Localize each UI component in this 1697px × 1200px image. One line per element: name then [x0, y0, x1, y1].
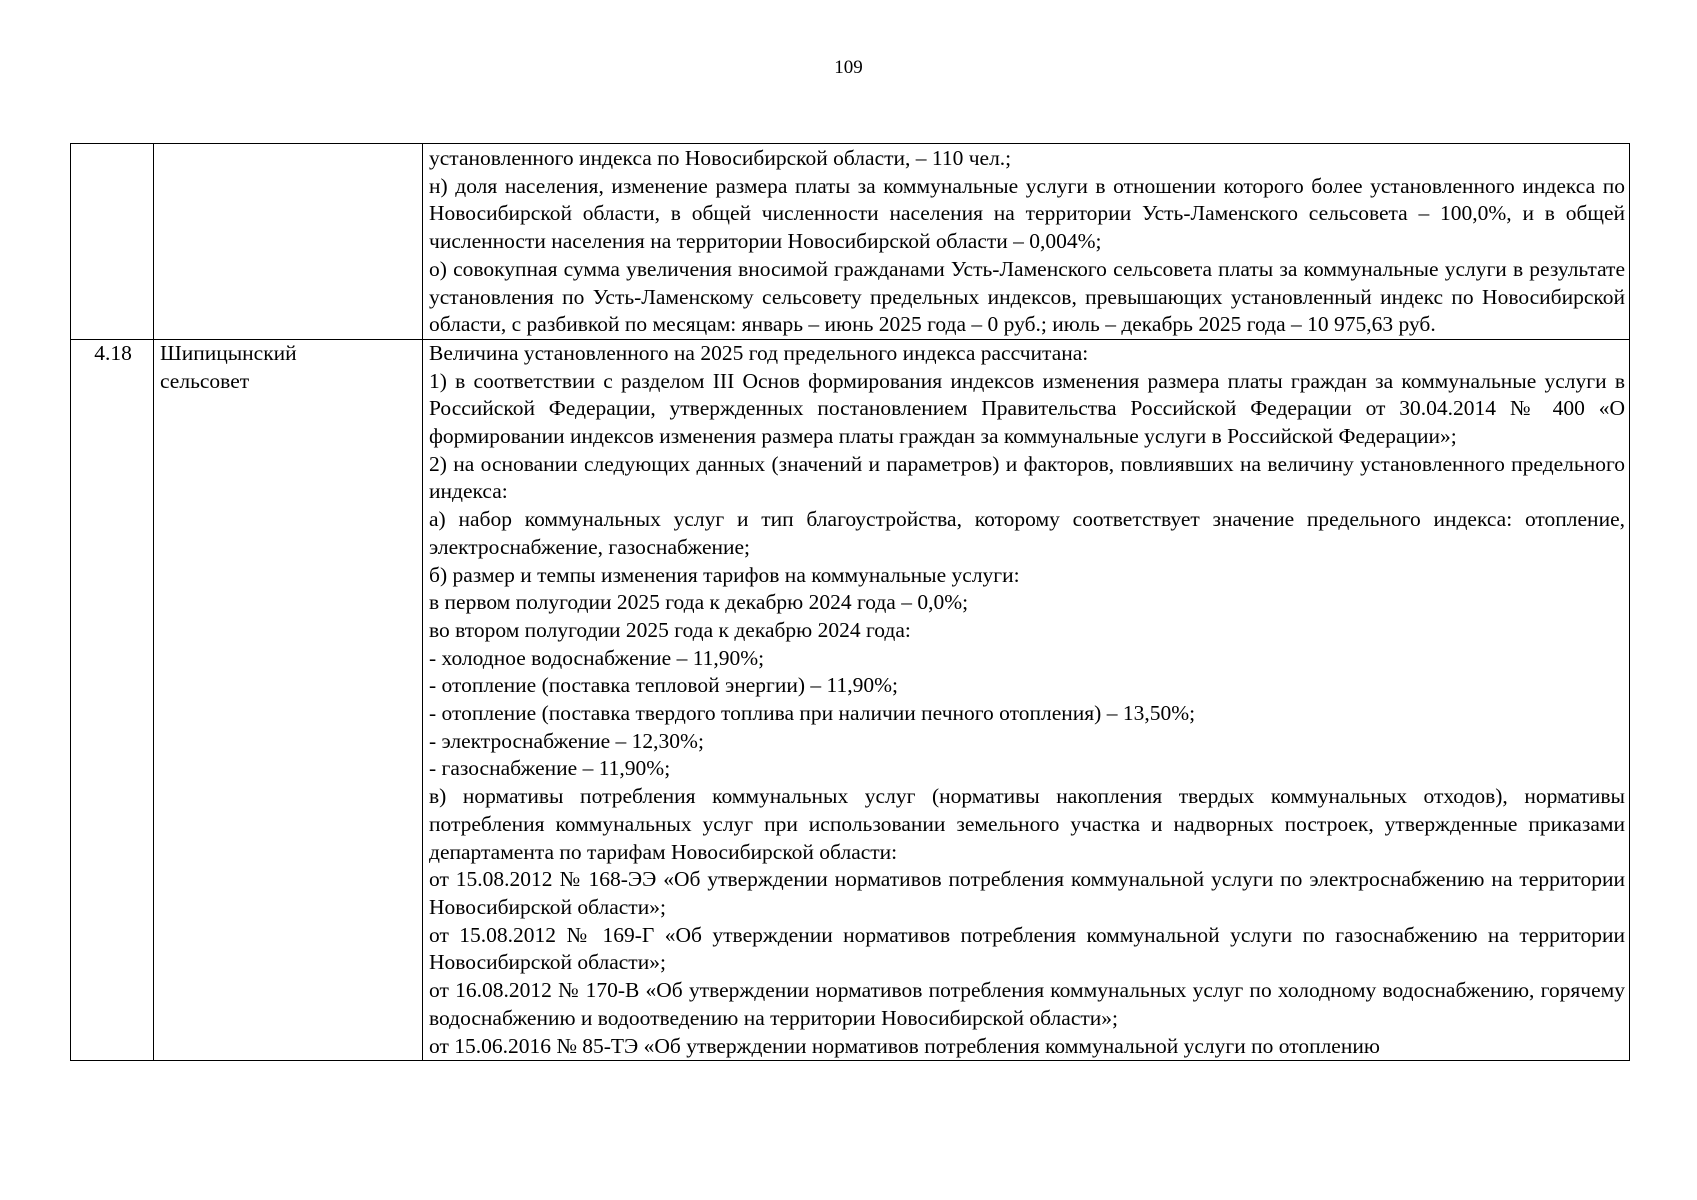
paragraph: в) нормативы потребления коммунальных услуг (нормативы накопления твердых коммунальных отходов), нормативы потребления коммунальных услуг при использовании земельного участка и надворных построек, утвержденные приказами департамента по тарифам Новосибирской области:: [429, 784, 1625, 864]
page-number: 109: [834, 57, 863, 78]
municipality-name-line: сельсовет: [160, 368, 250, 393]
municipality-name-cell: [154, 339, 423, 1060]
paragraph: от 15.08.2012 № 169-Г «Об утверждении нормативов потребления коммунальной услуги по газоснабжению на территории Новосибирской области»;: [429, 922, 1625, 975]
paragraph: 1) в соответствии с разделом III Основ формирования индексов изменения размера платы граждан за коммунальные услуги в Российской Федерации, утвержденных постановлением Правительства Российской Федерации от 30.04.2014 № 400 «О формировании индексов изменения размера платы граждан за коммунальные услуги в Российской Федерации»;: [429, 368, 1625, 449]
paragraph: н) доля населения, изменение размера платы за коммунальные услуги в отношении которого более установленного индекса по Новосибирской области, в общей численности населения на территории Усть-Ламенского сельсовета – 100,0%, и в общей численности населения на территории Новосибирской области – 0,004%;: [429, 173, 1625, 254]
paragraph: от 15.08.2012 № 168-ЭЭ «Об утверждении нормативов потребления коммунальной услуги по электроснабжению на территории Новосибирской области»;: [429, 867, 1625, 919]
description-cell: [423, 339, 1630, 1060]
paragraph: от 16.08.2012 № 170-В «Об утверждении нормативов потребления коммунальных услуг по холодному водоснабжению, горячему водоснабжению и водоотведению на территории Новосибирской области»;: [429, 978, 1625, 1030]
paragraph: во втором полугодии 2025 года к декабрю 2024 года:: [429, 617, 911, 642]
paragraph: о) совокупная сумма увеличения вносимой гражданами Усть-Ламенского сельсовета платы за коммунальные услуги в результате установления по Усть-Ламенскому сельсовету предельных индексов, превышающих установленный индекс по Новосибирской области, с разбивкой по месяцам: январь – июнь 2025 года – 0 руб.; июль – декабрь 2025 года – 10 975,63 руб.: [429, 256, 1625, 337]
paragraph: от 15.06.2016 № 85-ТЭ «Об утверждении нормативов потребления коммунальной услуги по отоплению: [429, 1033, 1380, 1058]
table-row: [71, 144, 1630, 340]
index-table: [70, 143, 1630, 1061]
paragraph: установленного индекса по Новосибирской области, – 110 чел.;: [429, 146, 1012, 170]
paragraph: - холодное водоснабжение – 11,90%;: [429, 645, 765, 670]
municipality-name-cell: [154, 144, 423, 340]
description-cell: [423, 144, 1630, 340]
row-number-cell: [71, 144, 154, 340]
paragraph: 2) на основании следующих данных (значений и параметров) и факторов, повлиявших на величину установленного предельного индекса:: [429, 451, 1625, 504]
paragraph: - электроснабжение – 12,30%;: [429, 728, 704, 753]
municipality-name-line: Шипицынский: [160, 340, 297, 365]
paragraph: - отопление (поставка твердого топлива при наличии печного отопления) – 13,50%;: [429, 701, 1196, 726]
paragraph: - отопление (поставка тепловой энергии) – 11,90%;: [429, 673, 898, 698]
paragraph: б) размер и темпы изменения тарифов на коммунальные услуги:: [429, 562, 1020, 587]
paragraph: в первом полугодии 2025 года к декабрю 2024 года – 0,0%;: [429, 590, 969, 615]
paragraph: - газоснабжение – 11,90%;: [429, 756, 671, 781]
paragraph: Величина установленного на 2025 год предельного индекса рассчитана:: [429, 340, 1089, 365]
row-number-cell: 4.18: [71, 339, 154, 1060]
table-row: [71, 339, 1630, 1060]
paragraph: а) набор коммунальных услуг и тип благоустройства, которому соответствует значение предельного индекса: отопление, электроснабжение, газоснабжение;: [429, 507, 1625, 559]
